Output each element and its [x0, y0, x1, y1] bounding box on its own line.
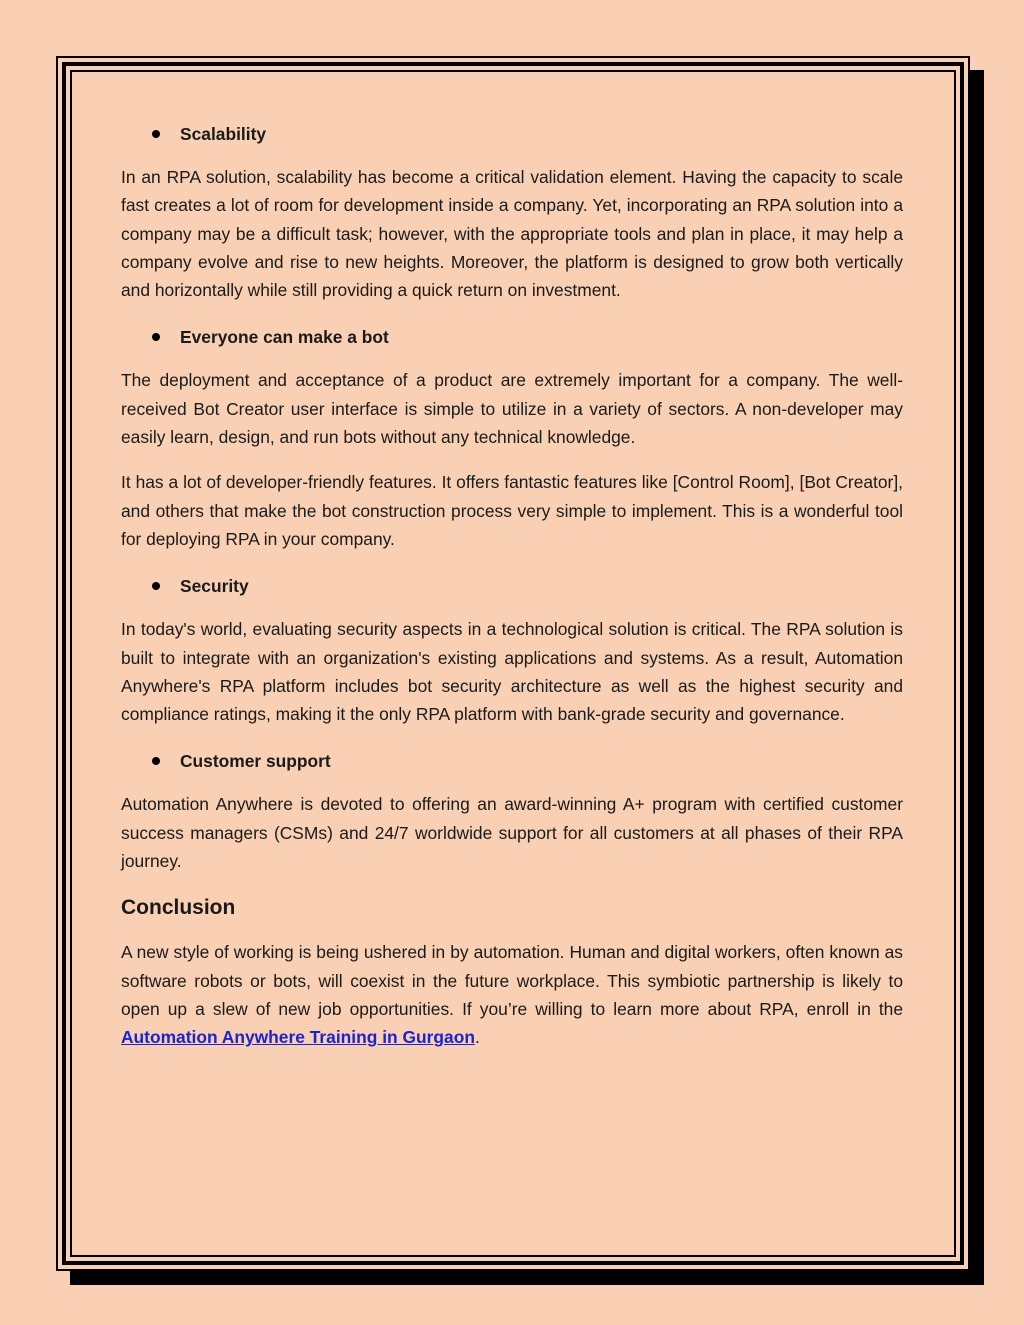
bullet-dot-icon [152, 333, 160, 341]
paragraph-conclusion [121, 938, 903, 1051]
conclusion-heading: Conclusion [121, 896, 236, 920]
paragraph-developer-features: It has a lot of developer-friendly features. It offers fantastic features like [Control Room], [Bot Creator], and others that make the bot construction process very simple to implement. This is a wonderful tool for deploying RPA in your company. [121, 472, 903, 549]
paragraph-security: In today's world, evaluating security aspects in a technological solution is critical. The RPA solution is built to integrate with an organization's existing applications and systems. As a result, Automation Anywhere's RPA platform includes bot security architecture as well as the highest security and compliance ratings, making it the only RPA platform with bank-grade security and governance. [121, 619, 903, 725]
bullet-everyone-can-make-a-bot [121, 321, 903, 351]
document-content [121, 118, 903, 1069]
bullet-scalability [121, 118, 903, 148]
training-link[interactable]: Automation Anywhere Training in Gurgaon [121, 1027, 475, 1048]
bullet-heading: Customer support [180, 751, 331, 772]
paragraph-customer-support: Automation Anywhere is devoted to offering an award-winning A+ program with certified customer success managers (CSMs) and 24/7 worldwide support for all customers at all phases of their RPA journey. [121, 794, 903, 872]
paragraph-scalability: In an RPA solution, scalability has become a critical validation element. Having the capacity to scale fast creates a lot of room for development inside a company. Yet, incorporating an RPA solution into a company may be a difficult task; however, with the appropriate tools and plan in place, it may help a company evolve and rise to new heights. Moreover, the platform is designed to grow both vertically and horizontally while still providing a quick return on investment. [121, 167, 903, 301]
conclusion-end-text: . [474, 1027, 480, 1048]
paragraph-bot-creator: The deployment and acceptance of a product are extremely important for a company. The well-received Bot Creator user interface is simple to utilize in a variety of sectors. A non-developer may easily learn, design, and run bots without any technical knowledge. [121, 370, 903, 448]
bullet-security [121, 570, 903, 600]
bullet-dot-icon [152, 582, 160, 590]
conclusion-text: A new style of working is being ushered in by automation. Human and digital workers, often known as software robots or bots, will coexist in the future workplace. This symbiotic partnership is likely to open up a slew of new job opportunities. If you’re willing to learn more about RPA, enroll in the [121, 942, 903, 1019]
bullet-heading: Scalability [180, 124, 267, 144]
bullet-heading: Everyone can make a bot [180, 327, 389, 348]
bullet-customer-support [121, 745, 903, 775]
bullet-heading: Security [180, 576, 249, 597]
bullet-dot-icon [152, 757, 160, 765]
bullet-dot-icon [152, 130, 160, 138]
